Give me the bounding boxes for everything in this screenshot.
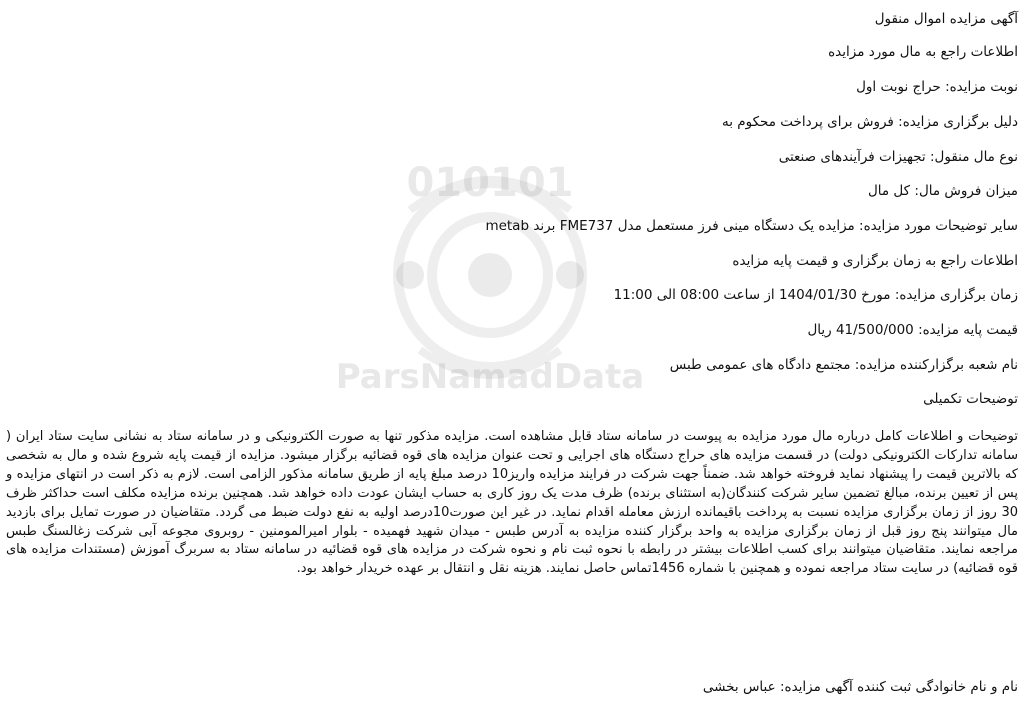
property-type-row <box>6 148 1018 166</box>
brand-word: برند <box>533 218 556 234</box>
branch-row <box>6 356 1018 374</box>
other-description-label: سایر توضیحات مورد مزایده: <box>859 218 1018 234</box>
sale-amount-value: کل مال <box>867 183 911 199</box>
base-price-value: 41/500/000 ریال <box>807 322 914 338</box>
branch-label: نام شعبه برگزارکننده مزایده: <box>854 357 1018 373</box>
section-item-heading: اطلاعات راجع به مال مورد مزایده <box>828 44 1018 60</box>
auction-round-label: نوبت مزایده: <box>945 79 1018 95</box>
auction-time-value: مورخ 1404/01/30 از ساعت 08:00 الی 11:00 <box>613 287 891 303</box>
sale-amount-label: میزان فروش مال: <box>914 183 1018 199</box>
registrar-value: عباس بخشی <box>702 679 776 695</box>
section-time-heading: اطلاعات راجع به زمان برگزاری و قیمت پایه مزایده <box>732 253 1018 269</box>
auction-time-row <box>6 286 1018 304</box>
registrar-label: نام و نام خانوادگی ثبت کننده آگهی مزایده: <box>779 679 1018 695</box>
watermark-brand: ParsNamadData <box>335 357 645 397</box>
branch-value: مجتمع دادگاه های عمومی طبس <box>669 357 851 373</box>
device-model: FME737 <box>559 218 614 234</box>
extra-notes-heading: توضیحات تکمیلی <box>923 391 1018 407</box>
auction-reason-label: دلیل برگزاری مزایده: <box>898 114 1018 130</box>
base-price-label: قیمت پایه مزایده: <box>918 322 1018 338</box>
base-price-row <box>6 321 1018 339</box>
auction-time-label: زمان برگزاری مزایده: <box>894 287 1018 303</box>
sale-amount-row <box>6 182 1018 200</box>
watermark-digits: 010101 <box>406 160 574 206</box>
auction-round-row <box>6 78 1018 96</box>
registrar-row <box>6 678 1018 696</box>
auction-reason-row <box>6 113 1018 131</box>
extra-notes-body: توضیحات و اطلاعات کامل درباره مال مورد مزایده به پیوست در سامانه ستاد قابل مشاهده است. مزایده مذکور تنها به صورت الکترونیکی و در سامانه ستاد به نشانی سایت ستاد ایران ( سامانه تدارکات الکترونیکی دولت) در قسمت مزایده های حراج دستگاه های اجرایی و تحت عنوان مزایده های قوه قضائیه برگزار میشود. مزایده از قیمت پایه شروع شده و مال به شخصی که بالاترین قیمت را پیشنهاد نماید فروخته خواهد شد. ضمناً جهت شرکت در فرایند مزایده واریز10 درصد مبلغ پایه از طریق سامانه مذکور الزامی است. لازم به ذکر است در انتهای مزایده و پس از تعیین برنده، مبالغ تضمین سایر شرکت کنندگان(به استثنای برنده) ظرف مدت یک روز کاری به حساب ایشان عودت داده خواهد شد. همچنین برنده مزایده مکلف است حداکثر ظرف 30 روز از زمان برگزاری مزایده نسبت به پرداخت باقیمانده ارزش معامله اقدام نماید. در غیر این صورت10درصد اولیه به نفع دولت ضبط می گردد. متقاضیان در صورت تمایل برای بازدید مال میتوانند پنج روز قبل از زمان برگزاری مزایده به واحد برگزار کننده مزایده به آدرس طبس - میدان شهید فهمیده - بلوار امیرالمومنین - روبروی مجوعه آبی شرکت زغالسنگ طبس مراجعه نمایند. متقاضیان میتوانند برای کسب اطلاعات بیشتر در رابطه با نحوه ثبت نام و نحوه شرکت در مزایده های قوه قضائیه در سامانه ستاد به سربرگ آموزش (مستندات مزایده های قوه قضائیه) در سایت ستاد مراجعه نموده و همچنین با شماره 1456تماس حاصل نمایند. هزینه نقل و انتقال بر عهده خریدار خواهد بود. <box>6 429 1019 577</box>
auction-reason-value: فروش برای پرداخت محکوم به <box>721 114 894 130</box>
other-description-value: مزایده یک دستگاه مینی فرز مستعمل مدل <box>617 218 855 234</box>
other-description-row <box>6 217 1018 235</box>
property-type-label: نوع مال منقول: <box>930 149 1018 165</box>
auction-round-value: حراج نوبت اول <box>856 79 941 95</box>
device-brand: metab <box>485 218 530 234</box>
property-type-value: تجهیزات فرآیندهای صنعتی <box>778 149 926 165</box>
notice-title: آگهی مزایده اموال منقول <box>874 11 1018 27</box>
